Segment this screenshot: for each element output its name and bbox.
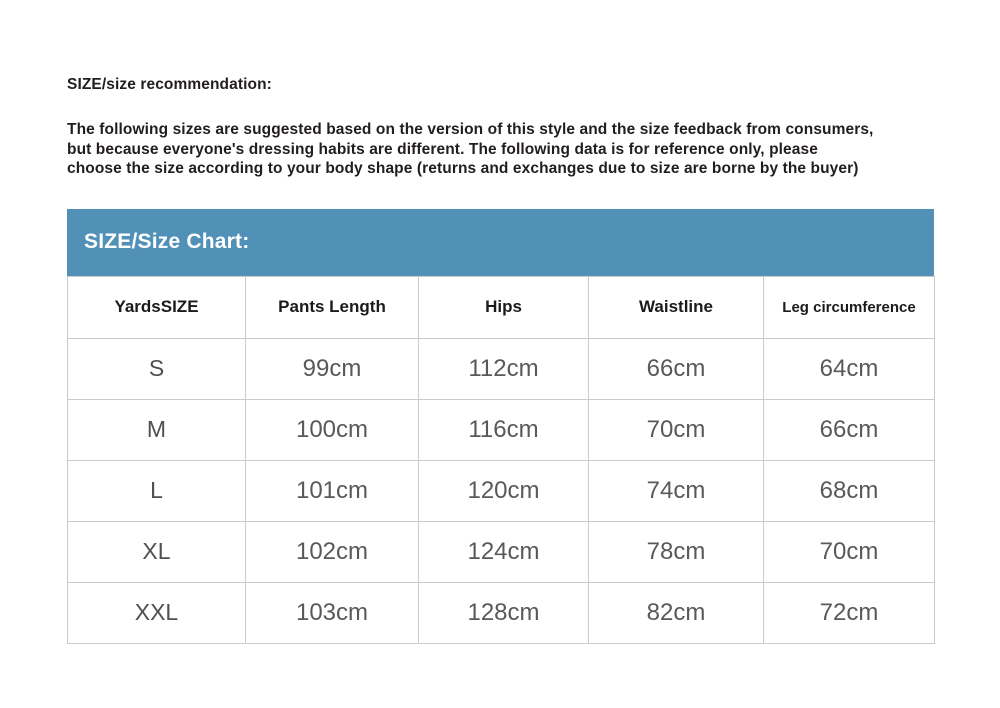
table-row-m bbox=[68, 399, 935, 460]
size-recommendation-paragraph bbox=[67, 120, 934, 179]
table-row-xl bbox=[68, 521, 935, 582]
hips-value: 120cm bbox=[419, 460, 589, 521]
paragraph-line-3: choose the size according to your body shape (returns and exchanges due to size are borne by the buyer) bbox=[67, 160, 859, 177]
waistline-value: 66cm bbox=[589, 338, 764, 399]
size-chart-title: SIZE/Size Chart: bbox=[84, 230, 250, 253]
hips-value: 128cm bbox=[419, 582, 589, 643]
column-header-size: YardsSIZE bbox=[68, 276, 246, 338]
column-header-leg-circumference: Leg circumference bbox=[764, 276, 935, 338]
leg-circumference-value: 64cm bbox=[764, 338, 935, 399]
paragraph-line-1: The following sizes are suggested based on the version of this style and the size feedback from consumers, bbox=[67, 121, 874, 138]
size-label: XL bbox=[68, 521, 246, 582]
hips-value: 116cm bbox=[419, 399, 589, 460]
leg-circumference-value: 70cm bbox=[764, 521, 935, 582]
column-header-waistline: Waistline bbox=[589, 276, 764, 338]
pants-length-value: 101cm bbox=[246, 460, 419, 521]
size-chart-table bbox=[67, 276, 935, 644]
waistline-value: 78cm bbox=[589, 521, 764, 582]
waistline-value: 74cm bbox=[589, 460, 764, 521]
table-row-l bbox=[68, 460, 935, 521]
size-label: M bbox=[68, 399, 246, 460]
size-label: S bbox=[68, 338, 246, 399]
header-row bbox=[68, 276, 935, 338]
waistline-value: 70cm bbox=[589, 399, 764, 460]
waistline-value: 82cm bbox=[589, 582, 764, 643]
leg-circumference-value: 66cm bbox=[764, 399, 935, 460]
pants-length-value: 99cm bbox=[246, 338, 419, 399]
hips-value: 112cm bbox=[419, 338, 589, 399]
size-chart-banner bbox=[67, 209, 934, 276]
leg-circumference-value: 72cm bbox=[764, 582, 935, 643]
leg-circumference-value: 68cm bbox=[764, 460, 935, 521]
table-row-s bbox=[68, 338, 935, 399]
column-header-hips: Hips bbox=[419, 276, 589, 338]
table-row-xxl bbox=[68, 582, 935, 643]
size-table-header bbox=[68, 276, 935, 338]
pants-length-value: 102cm bbox=[246, 521, 419, 582]
pants-length-value: 100cm bbox=[246, 399, 419, 460]
size-label: L bbox=[68, 460, 246, 521]
column-header-pants-length: Pants Length bbox=[246, 276, 419, 338]
size-label: XXL bbox=[68, 582, 246, 643]
pants-length-value: 103cm bbox=[246, 582, 419, 643]
hips-value: 124cm bbox=[419, 521, 589, 582]
size-recommendation-heading: SIZE/size recommendation: bbox=[67, 76, 272, 93]
paragraph-line-2: but because everyone's dressing habits are different. The following data is for reference only, please bbox=[67, 140, 818, 158]
size-table-body bbox=[68, 338, 935, 643]
